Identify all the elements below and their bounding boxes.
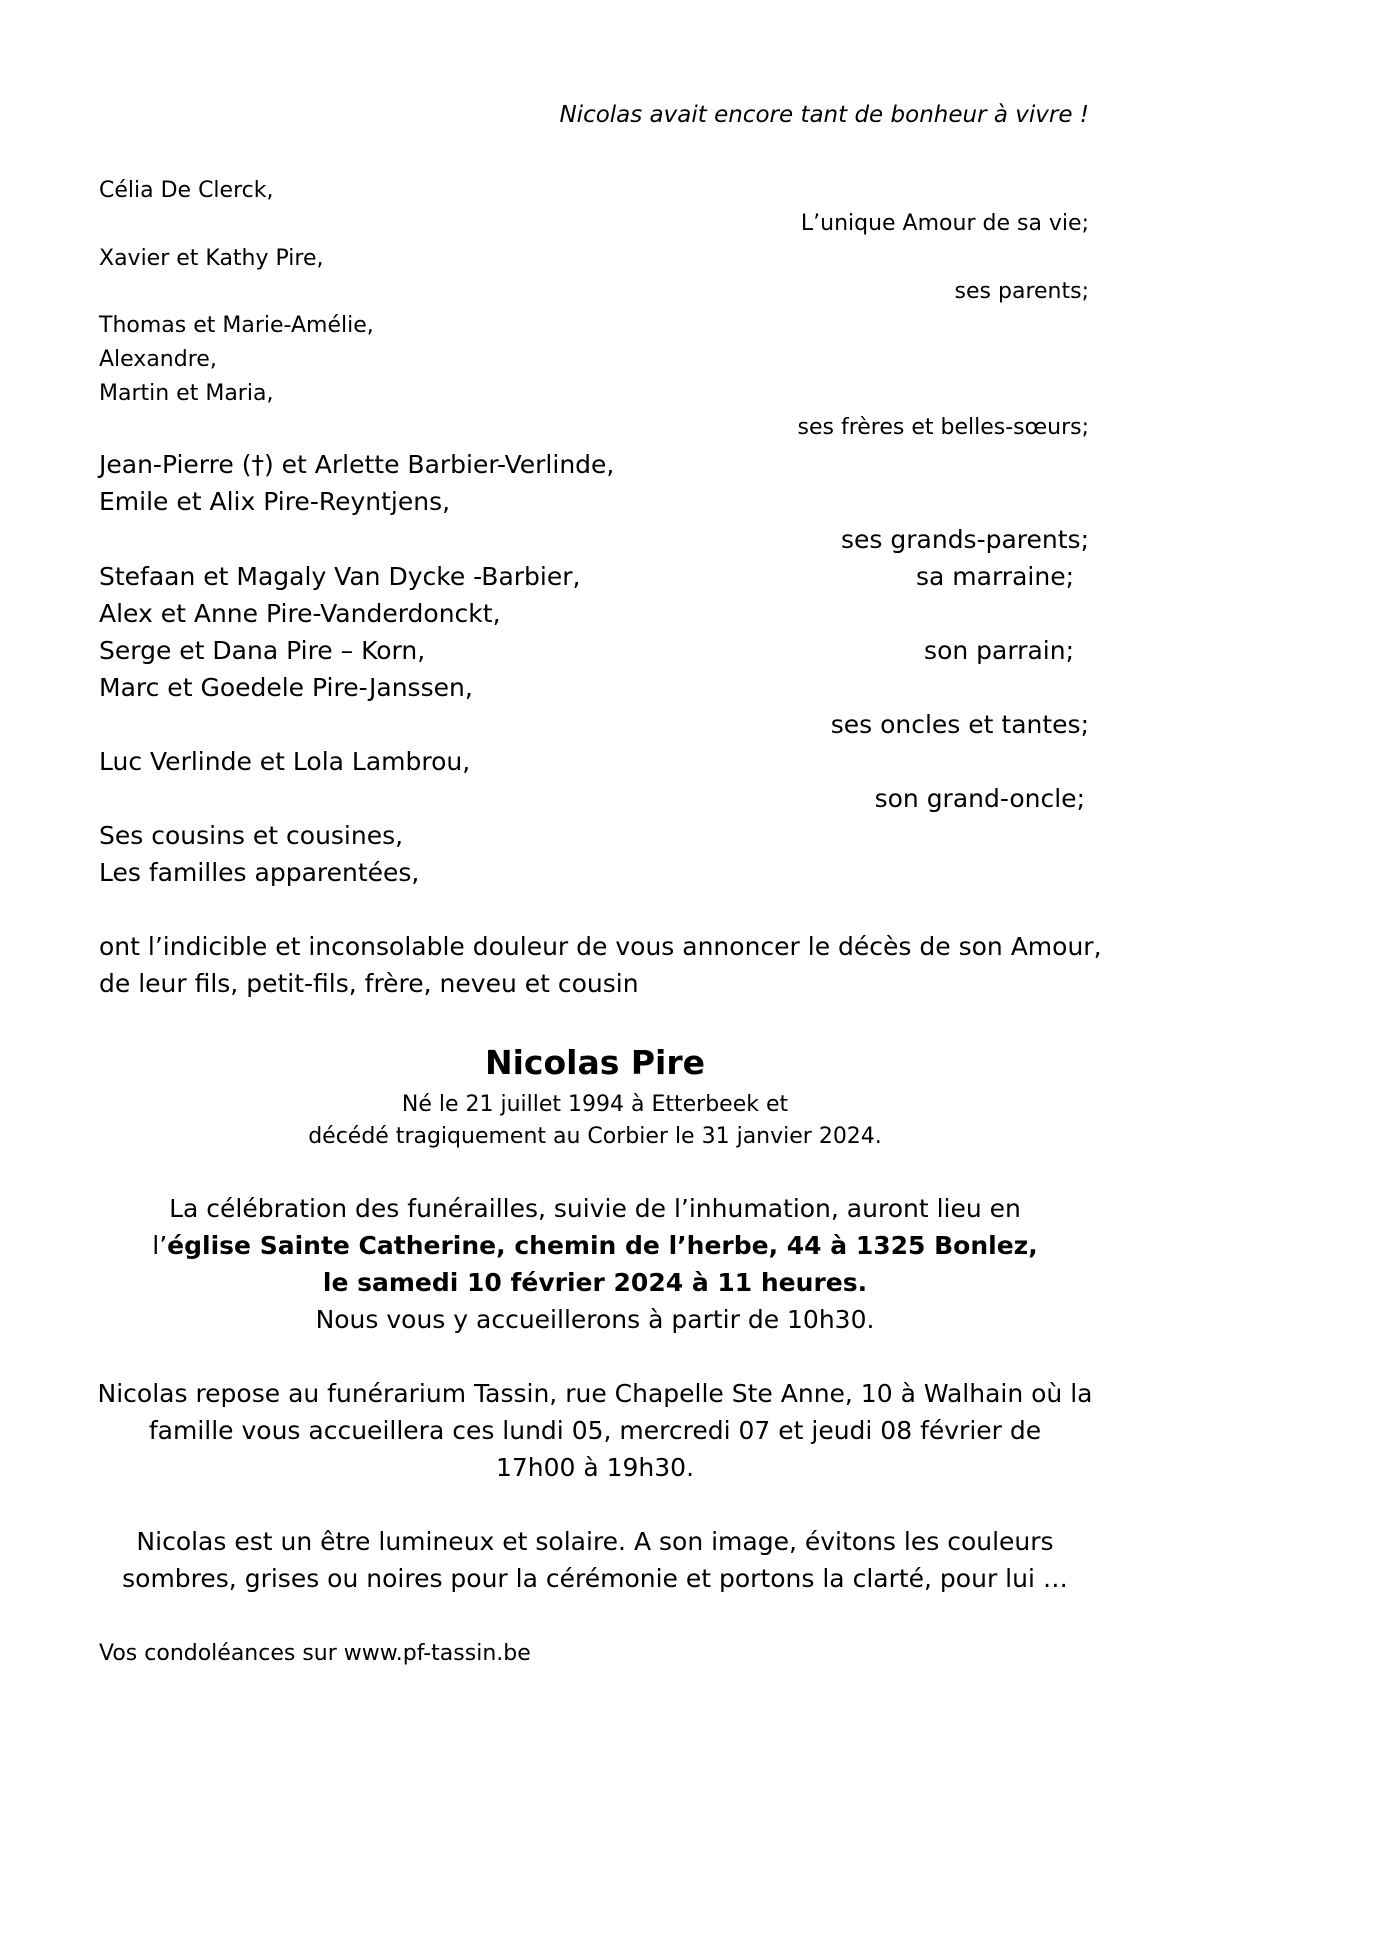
granduncle-names: Luc Verlinde et Lola Lambrou, [99,747,471,776]
parents-names: Xavier et Kathy Pire, [99,246,324,271]
visitation-line: Nicolas repose au funérarium Tassin, rue Chapelle Ste Anne, 10 à Walhain où la [97,1379,1093,1408]
visitation-line: 17h00 à 19h30. [495,1453,695,1482]
partner-role: L’unique Amour de sa vie; [800,211,1089,236]
request-line: sombres, grises ou noires pour la cérémonie et portons la clarté, pour lui … [122,1564,1068,1593]
grandparents-line-2: Emile et Alix Pire-Reyntjens, [99,487,451,516]
ceremony-welcome: Nous vous y accueillerons à partir de 10h30. [315,1305,875,1334]
ceremony-line-2 [0,1233,1190,1258]
request-line: Nicolas est un être lumineux et solaire. A son image, évitons les couleurs [136,1527,1054,1556]
uncle-line: Stefaan et Magaly Van Dycke -Barbier, [99,562,581,591]
sibling-line: Martin et Maria, [99,381,274,406]
uncles-role: ses oncles et tantes; [830,710,1089,739]
uncle-line: Marc et Goedele Pire-Janssen, [99,673,473,702]
announcement-line: de leur fils, petit-fils, frère, neveu et cousin [99,969,639,998]
families-line: Les familles apparentées, [99,858,420,887]
grandparents-role: ses grands-parents; [841,525,1089,554]
grandparents-1-suffix: ) et Arlette Barbier-Verlinde, [263,450,615,479]
opening-quote: Nicolas avait encore tant de bonheur à vivre ! [559,102,1089,128]
deceased-name: Nicolas Pire [484,1043,706,1082]
uncle-line: Alex et Anne Pire-Vanderdonckt, [99,599,501,628]
ceremony-line-1: La célébration des funérailles, suivie de l’inhumation, auront lieu en [169,1194,1021,1223]
grandparents-line-1 [99,452,614,477]
grandparents-1-prefix: Jean-Pierre ( [99,450,252,479]
granduncle-role: son grand-oncle; [874,784,1085,813]
ceremony-line-2-prefix: l’ [152,1231,168,1260]
cousins-line: Ses cousins et cousines, [99,821,404,850]
cross-icon: † [251,450,264,479]
sibling-line: Thomas et Marie-Amélie, [99,313,374,338]
visitation-line: famille vous accueillera ces lundi 05, mercredi 07 et jeudi 08 février de [148,1416,1042,1445]
birth-line: Né le 21 juillet 1994 à Etterbeek et [401,1092,789,1117]
godfather-role: son parrain; [924,636,1074,665]
church-address: église Sainte Catherine, chemin de l’herbe, 44 à 1325 Bonlez, [167,1231,1038,1260]
uncle-line: Serge et Dana Pire – Korn, [99,636,426,665]
ceremony-date: le samedi 10 février 2024 à 11 heures. [322,1268,868,1297]
parents-role: ses parents; [954,279,1089,304]
siblings-role: ses frères et belles-sœurs; [797,415,1089,440]
death-line: décédé tragiquement au Corbier le 31 janvier 2024. [308,1124,882,1149]
sibling-line: Alexandre, [99,347,217,372]
godmother-role: sa marraine; [916,562,1074,591]
condolences-line: Vos condoléances sur www.pf-tassin.be [99,1641,531,1666]
announcement-line: ont l’indicible et inconsolable douleur de vous annoncer le décès de son Amour, [99,932,1102,961]
partner-name: Célia De Clerck, [99,178,274,203]
